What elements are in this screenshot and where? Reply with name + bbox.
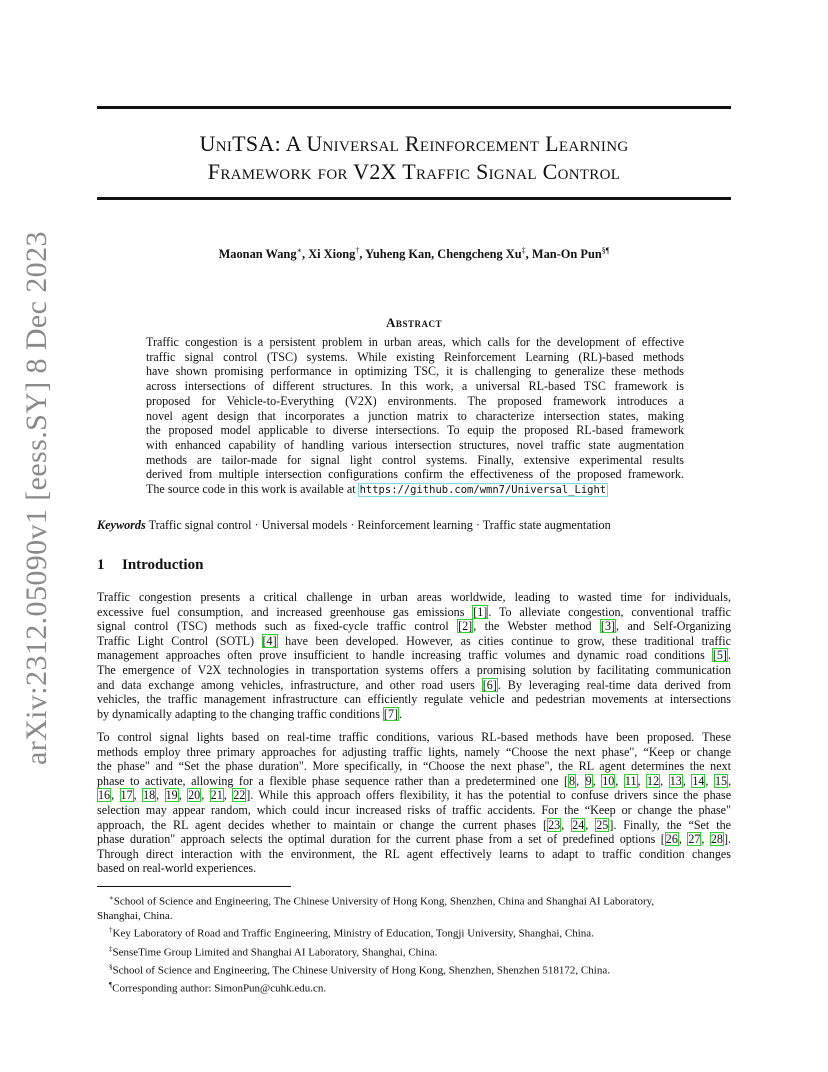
- footnote-mark: ‡: [109, 944, 113, 953]
- abstract-line: Traffic congestion is a persistent problem in urban areas, which calls for the development of effective: [146, 335, 684, 349]
- footnote-mark: ∗: [109, 894, 114, 902]
- paragraph-line: vehicles, the traffic management infrastructure can efficiently regulate vehicle and pedestrian movements at intersections: [97, 692, 731, 707]
- paragraph-line: methods employ three primary approaches for adjusting traffic lights, namely “Choose the next phase", “Keep or change: [97, 744, 731, 759]
- footnote: [97, 942, 731, 960]
- title-line-1: UniTSA: A Universal Reinforcement Learning: [199, 131, 629, 156]
- section-heading: [97, 557, 203, 574]
- abstract-line: have shown promising performance in optimizing TSC, it is challenging to generalize these methods: [146, 364, 684, 379]
- abstract-line: with enhanced capability of handling various intersection structures, novel traffic state augmentation: [146, 437, 684, 452]
- footnote: [97, 960, 731, 978]
- keywords-text: Traffic signal control · Universal models · Reinforcement learning · Traffic state augmentation: [148, 518, 611, 532]
- abstract-heading: Abstract: [386, 315, 442, 330]
- author-separator: ,: [301, 247, 306, 262]
- abstract-line: methods are tailor-made for signal light control systems. Finally, extensive experimental results: [146, 452, 684, 467]
- keywords-label: Keywords: [97, 518, 146, 532]
- citation-link[interactable]: 23: [548, 817, 561, 832]
- source-code-link[interactable]: https://github.com/wmn7/Universal_Light: [359, 484, 607, 497]
- footnote-rule: [97, 886, 291, 887]
- paragraph-line: phase duration" approach selects the optimal duration for the current phase from a set of predefined options [26, 27, 28].: [97, 832, 731, 847]
- citation-link[interactable]: 11: [624, 773, 637, 788]
- footnote-mark: §: [109, 962, 113, 971]
- footnote: [97, 923, 731, 941]
- author-mark: ∗: [296, 246, 302, 255]
- abstract-line: across intersections of different structures. In this work, a universal RL-based TSC framework is: [146, 379, 684, 394]
- keywords: [97, 518, 731, 533]
- citation-link[interactable]: 27: [688, 832, 701, 847]
- abstract-body: [146, 335, 684, 498]
- paragraph-line: management approaches often prove insufficient to handle increasing traffic volumes and dynamic road conditions [5].: [97, 648, 731, 663]
- footnote: [97, 891, 731, 909]
- author-mark: §¶: [601, 246, 610, 255]
- citation-link[interactable]: 13: [669, 773, 682, 788]
- footnotes: [97, 891, 731, 996]
- paragraph-line: signal control (TSC) methods such as fixed-cycle traffic control [2], the Webster method [3], and Self-Organizing: [97, 619, 731, 634]
- footnote: [97, 978, 731, 996]
- citation-link[interactable]: 21: [210, 788, 223, 803]
- paragraph-line: excessive fuel consumption, and increased greenhouse gas emissions [1]. To alleviate congestion, conventional traffic: [97, 604, 731, 619]
- title-line-2: Framework for V2X Traffic Signal Control: [207, 159, 621, 184]
- citation-link[interactable]: 12: [647, 773, 660, 788]
- paragraph-line: 16, 17, 18, 19, 20, 21, 22]. While this approach offers flexibility, it has the potential to confuse drivers since the phase: [98, 788, 732, 803]
- paragraph-line: based on real-world experiences.: [97, 861, 257, 876]
- intro-paragraph-2: [97, 730, 731, 876]
- citation-link[interactable]: [6]: [482, 677, 497, 692]
- author-mark: ‡: [521, 246, 526, 255]
- section-number: 1: [97, 557, 105, 573]
- citation-link[interactable]: [2]: [458, 619, 473, 634]
- abstract-line: proposed for Vehicle-to-Everything (V2X) environments. The proposed framework introduces a: [146, 393, 684, 408]
- footnote-text: SenseTime Group Limited and Shanghai AI Laboratory, Shanghai, China.: [112, 946, 438, 959]
- citation-link[interactable]: 28: [710, 832, 723, 847]
- paragraph-line: phase to activate, allowing for a flexible phase sequence rather than a predetermined one [8, 9, 10, 11, 12, 13, 14, 15,: [97, 773, 732, 788]
- citation-link[interactable]: 26: [665, 832, 678, 847]
- intro-paragraph-1: [97, 590, 731, 721]
- citation-link[interactable]: 18: [143, 788, 156, 803]
- citation-link[interactable]: 8: [569, 773, 576, 788]
- author-separator: ,: [525, 247, 529, 262]
- citation-link[interactable]: [3]: [600, 619, 616, 634]
- paragraph-line: The emergence of V2X technologies in transportation systems offers a promising solution by facilitating communication: [97, 662, 731, 677]
- paragraph-line: Traffic congestion presents a critical challenge in urban areas worldwide, leading to wasted time for individuals,: [97, 590, 731, 604]
- citation-link[interactable]: 9: [585, 773, 592, 788]
- author-mark: †: [355, 246, 360, 255]
- paragraph-line: selection may appear random, which could incur increased risks of traffic accidents. For the “Keep or change the phase": [97, 802, 731, 817]
- footnote-text: School of Science and Engineering, The Chinese University of Hong Kong, Shenzhen, Shenzhen 518172, China.: [112, 964, 610, 977]
- citation-link[interactable]: 14: [692, 773, 705, 788]
- abstract-line: traffic signal control (TSC) systems. While existing Reinforcement Learning (RL)-based methods: [146, 349, 684, 364]
- paragraph-line: To control signal lights based on real-time traffic conditions, various RL-based methods have been proposed. These: [97, 730, 731, 744]
- abstract-line: novel agent design that incorporates a junction matrix to characterize intersection states, making: [146, 408, 684, 423]
- citation-link[interactable]: [5]: [712, 648, 727, 663]
- citation-link[interactable]: 16: [98, 788, 111, 803]
- citation-link[interactable]: 10: [602, 773, 615, 788]
- citation-link[interactable]: 25: [596, 817, 609, 832]
- citation-link[interactable]: 17: [120, 788, 133, 803]
- citation-link[interactable]: [7]: [383, 706, 399, 721]
- abstract-line: derived from multiple intersection configurations confirm the effectiveness of the proposed framework.: [146, 467, 684, 482]
- title-bottom-rule: [97, 197, 731, 200]
- citation-link[interactable]: 24: [572, 817, 585, 832]
- citation-link[interactable]: 20: [188, 788, 201, 803]
- title-top-rule: [97, 106, 731, 109]
- citation-link[interactable]: 15: [714, 773, 728, 788]
- author-name: Man-On Pun: [531, 247, 602, 262]
- section-title: Introduction: [122, 557, 204, 573]
- paragraph-line: and data exchange among vehicles, infrastructure, and other road users [6]. By leveraging real-time data derived from: [97, 677, 731, 692]
- citation-link[interactable]: 19: [165, 788, 178, 803]
- abstract-line: [146, 482, 684, 498]
- footnote-continuation: Shanghai, China.: [97, 910, 173, 923]
- footnote-mark: ¶: [109, 980, 113, 989]
- author-name: Maonan Wang: [218, 247, 297, 262]
- paragraph-line: approach, the RL agent decides whether to maintain or change the current phases [23, 24, 25]. Finally, the “Set the: [97, 817, 732, 832]
- author-name: Yuheng Kan, Chengcheng Xu: [365, 247, 522, 262]
- citation-link[interactable]: [1]: [473, 604, 488, 619]
- author-list: [97, 246, 731, 262]
- paragraph-line: by dynamically adapting to the changing traffic conditions [7].: [97, 706, 403, 721]
- footnote-mark: †: [109, 926, 113, 935]
- citation-link[interactable]: 22: [233, 788, 246, 803]
- citation-link[interactable]: [4]: [262, 633, 277, 648]
- abstract-code-text: The source code in this work is available at: [146, 482, 359, 497]
- paragraph-line: Through direct interaction with the environment, the RL agent effectively learns to adapt to traffic condition changes: [97, 846, 731, 861]
- paper-title: [97, 130, 731, 186]
- footnote-text: School of Science and Engineering, The Chinese University of Hong Kong, Shenzhen, China and Shanghai AI Laboratory,: [113, 895, 655, 908]
- footnote-text: Key Laboratory of Road and Traffic Engineering, Ministry of Education, Tongji University, Shanghai, China.: [112, 928, 594, 941]
- arxiv-side-stamp: arXiv:2312.05090v1 [eess.SY] 8 Dec 2023: [20, 231, 53, 765]
- abstract-line: the proposed model applicable to diverse intersections. To equip the proposed RL-based framework: [146, 423, 684, 438]
- paragraph-line: Traffic Light Control (SOTL) [4] have been developed. However, as cities continue to grow, these traditional traffic: [97, 633, 731, 648]
- author-separator: ,: [359, 247, 363, 262]
- paragraph-line: the phase" and “Set the phase duration". More specifically, in “Choose the next phase", the RL agent determines the next: [97, 759, 731, 774]
- author-name: Xi Xiong: [308, 247, 356, 262]
- footnote-text: Corresponding author: SimonPun@cuhk.edu.cn.: [112, 982, 327, 995]
